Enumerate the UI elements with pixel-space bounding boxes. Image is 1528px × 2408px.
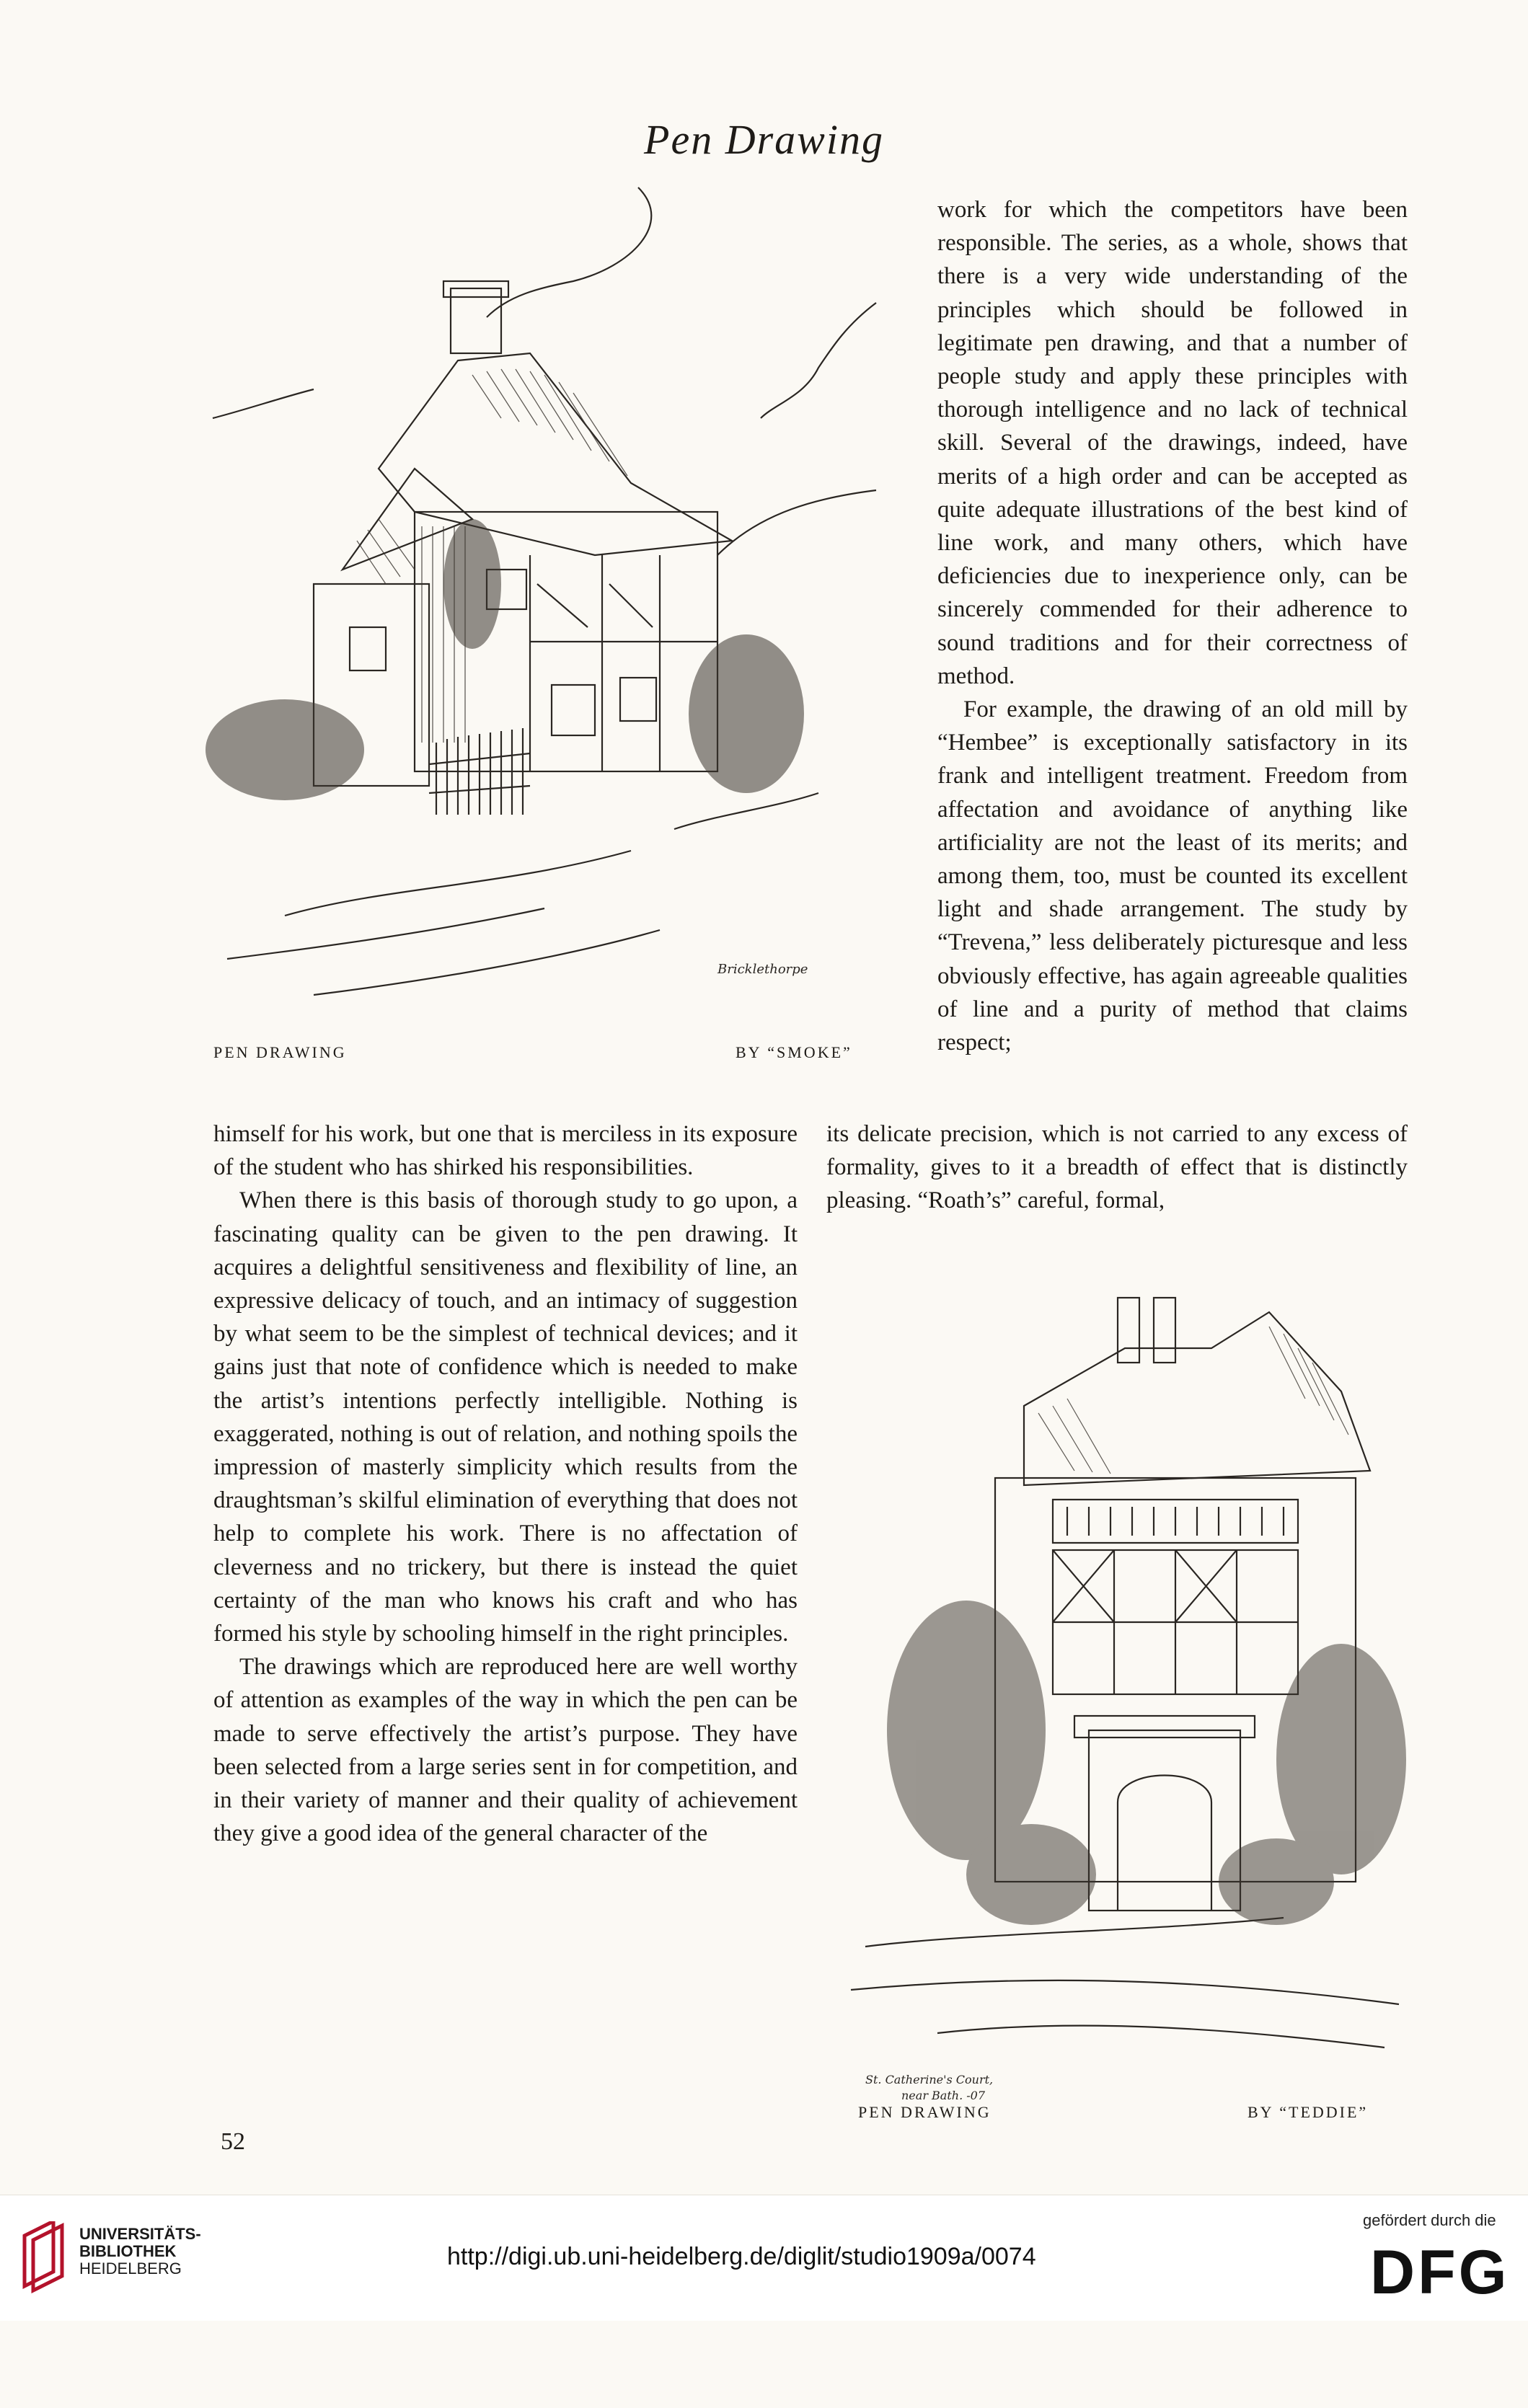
permalink-url[interactable]: http://digi.ub.uni-heidelberg.de/diglit/studio1909a/0074 xyxy=(447,2243,1036,2270)
paragraph: For example, the drawing of an old mill by “Hembee” is exceptionally satisfactory in its frank and intelligent treatment. Freedom from affectation and avoidance of anything like artificiality are not the least of its merits; and among them, too, must be counted its excellent light and shade arrangement. The study by “Trevena,” less deliberately picturesque and less obviously effective, has again agreeable qualities of line and a purity of method that claims respect; xyxy=(937,696,1408,1056)
caption-bottom-left: PEN DRAWING xyxy=(858,2103,992,2121)
digitization-footer xyxy=(0,2195,1528,2321)
library-line: HEIDELBERG xyxy=(79,2259,182,2278)
svg-text:St. Catherine's Court,: St. Catherine's Court, xyxy=(865,2073,994,2086)
svg-text:near Bath. -07: near Bath. -07 xyxy=(901,2089,986,2102)
funded-by-label: gefördert durch die xyxy=(1363,2211,1496,2229)
dfg-logo: DFG xyxy=(1370,2238,1510,2307)
svg-text:Bricklethorpe: Bricklethorpe xyxy=(717,962,808,977)
caption-top-right: BY “SMOKE” xyxy=(736,1043,852,1061)
paragraph: The drawings which are reproduced here are well worthy of attention as examples of the way in which the pen can be made to serve effectively the artist’s purpose. They have been selected from a large series sent in for competition, and in their variety of manner and their quality of achievement they give a good idea of the general character of the xyxy=(213,1654,798,1847)
paragraph: its delicate precision, which is not carried to any excess of formality, gives to it a breadth of effect that is distinctly pleasing. “Roath’s” careful, formal, xyxy=(826,1121,1408,1214)
page-number: 52 xyxy=(221,2128,245,2155)
library-name xyxy=(79,2226,201,2278)
library-line: UNIVERSITÄTS- xyxy=(79,2225,201,2243)
cottage-drawing xyxy=(198,180,891,1017)
caption-bottom-right: BY “TEDDIE” xyxy=(1247,2103,1369,2121)
figure-cottage xyxy=(198,180,891,1017)
paragraph: When there is this basis of thorough study to go upon, a fascinating quality can be given to the pen drawing. It acquires a delightful sensitiveness and flexibility of line, an expressive delicacy of touch, and an intimacy of suggestion by what seem to be the simplest of technical devices; and it gains just that note of confidence which is needed to make the artist’s intentions perfectly intelligible. Nothing is exaggerated, nothing is out of relation, and nothing spoils the impression of masterly simplicity which results from the draughtsman’s skilful elimination of everything that does not help to complete his work. There is no affectation of cleverness and no trickery, but there is instead the quiet certainty of the man who knows his craft and who has formed his style by schooling himself in the right principles. xyxy=(213,1187,798,1647)
running-head: Pen Drawing xyxy=(644,116,884,163)
paragraph: himself for his work, but one that is merciless in its exposure of the student who has shirked his responsibilities. xyxy=(213,1121,798,1181)
caption-top-left: PEN DRAWING xyxy=(213,1043,347,1061)
right-column-top xyxy=(937,193,1408,1059)
right-column-bridge xyxy=(826,1117,1408,1218)
library-line: BIBLIOTHEK xyxy=(79,2242,177,2260)
paragraph: work for which the competitors have been responsible. The series, as a whole, shows that there is a very wide understanding of the principles which should be followed in legitimate pen drawing, and that a number of people study and apply these principles with thorough intelligence and no lack of technical skill. Several of the drawings, indeed, have merits of a high order and can be accepted as quite adequate illustrations of the best kind of line work, and many others, which have deficiencies due to inexperience only, can be sincerely commended for their adherence to sound traditions and for their correctness of method. xyxy=(937,197,1408,689)
university-library-logo-icon xyxy=(17,2221,69,2297)
left-column xyxy=(213,1117,798,1850)
